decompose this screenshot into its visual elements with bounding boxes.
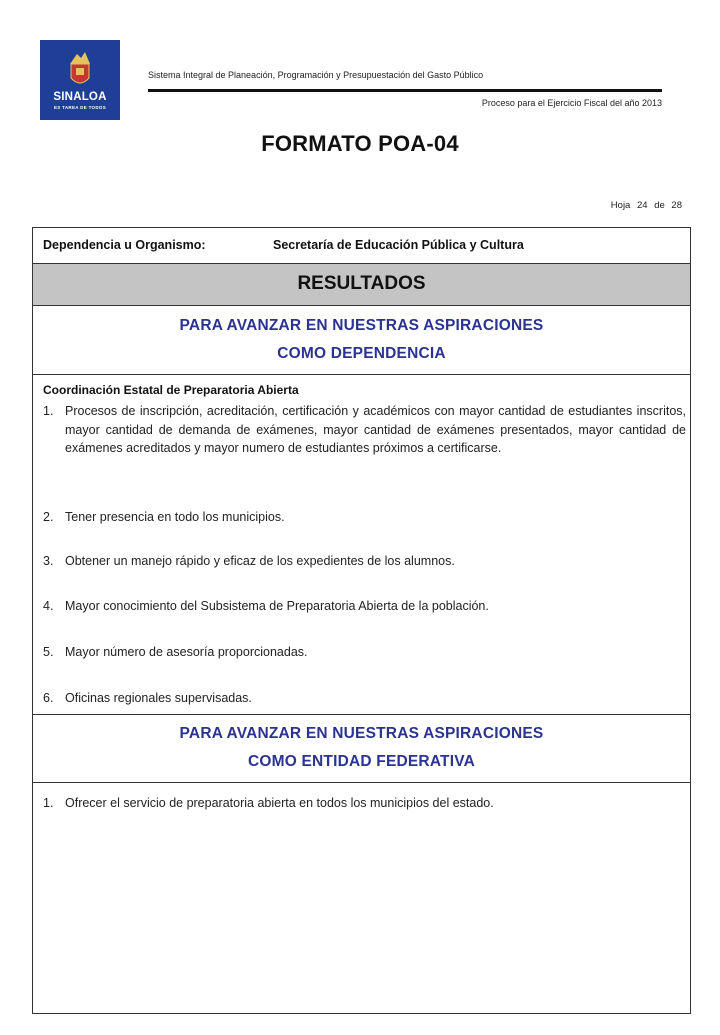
- item-text: Procesos de inscripción, acreditación, certificación y académicos con mayor cantidad de estudiantes inscritos, mayor cantidad de demanda de exámenes, mayor cantidad de exámenes presentados, mayor cantidad de exámenes acreditados y mayor numero de estudiantes próximos a certificarse.: [65, 404, 686, 455]
- item-text: Obtener un manejo rápido y eficaz de los expedientes de los alumnos.: [65, 554, 455, 568]
- item-text: Mayor conocimiento del Subsistema de Preparatoria Abierta de la población.: [65, 599, 489, 613]
- results-header-row: [33, 264, 690, 306]
- section-dependency-row: [33, 306, 690, 375]
- item-number: 1.: [43, 796, 54, 810]
- header-divider: [148, 89, 662, 92]
- section-heading: [33, 720, 690, 776]
- section-state-row: [33, 715, 690, 783]
- section-heading: [33, 312, 690, 368]
- list-item: [43, 597, 686, 616]
- sheet-current: 24: [636, 200, 648, 211]
- format-title: FORMATO POA-04: [261, 131, 459, 156]
- item-number: 2.: [43, 510, 54, 524]
- coordination-title: Coordinación Estatal de Preparatoria Abierta: [43, 383, 299, 397]
- results-content-row: [33, 375, 690, 715]
- dependency-value: Secretaría de Educación Pública y Cultura: [273, 238, 524, 252]
- list-item: [43, 552, 686, 571]
- sheet-separator: de: [654, 200, 665, 211]
- item-text: Tener presencia en todo los municipios.: [65, 510, 285, 524]
- item-number: 1.: [43, 404, 54, 418]
- form-table: [32, 227, 691, 1014]
- section-heading-line2: COMO DEPENDENCIA: [277, 345, 446, 362]
- item-number: 5.: [43, 645, 54, 659]
- item-text: Oficinas regionales supervisadas.: [65, 691, 252, 705]
- list-item: [43, 643, 686, 662]
- item-number: 4.: [43, 599, 54, 613]
- section-heading-line1: PARA AVANZAR EN NUESTRAS ASPIRACIONES: [179, 725, 544, 742]
- fiscal-process-line: Proceso para el Ejercicio Fiscal del año 2013: [481, 98, 662, 108]
- item-text: Ofrecer el servicio de preparatoria abierta en todos los municipios del estado.: [65, 796, 494, 810]
- results-title: RESULTADOS: [297, 273, 426, 294]
- item-number: 6.: [43, 691, 54, 705]
- sheet-total: 28: [671, 200, 682, 211]
- sheet-label: Hoja: [610, 200, 631, 211]
- list-item: [43, 689, 686, 708]
- item-text: Mayor número de asesoría proporcionadas.: [65, 645, 308, 659]
- list-item: [43, 508, 686, 527]
- logo-wordmark: SINALOA: [53, 91, 107, 103]
- section-heading-line2: COMO ENTIDAD FEDERATIVA: [247, 753, 476, 770]
- section-heading-line1: PARA AVANZAR EN NUESTRAS ASPIRACIONES: [179, 317, 544, 334]
- list-item: [43, 794, 686, 813]
- system-title: Sistema Integral de Planeación, Programación y Presupuestación del Gasto Público: [148, 70, 484, 80]
- logo-tagline: ES TAREA DE TODOS: [53, 105, 107, 110]
- dependency-label: Dependencia u Organismo:: [43, 238, 206, 252]
- list-item: [43, 402, 686, 458]
- sheet-counter: [611, 200, 682, 211]
- item-number: 3.: [43, 554, 54, 568]
- sinaloa-logo: [40, 40, 120, 120]
- dependency-row: [33, 228, 690, 264]
